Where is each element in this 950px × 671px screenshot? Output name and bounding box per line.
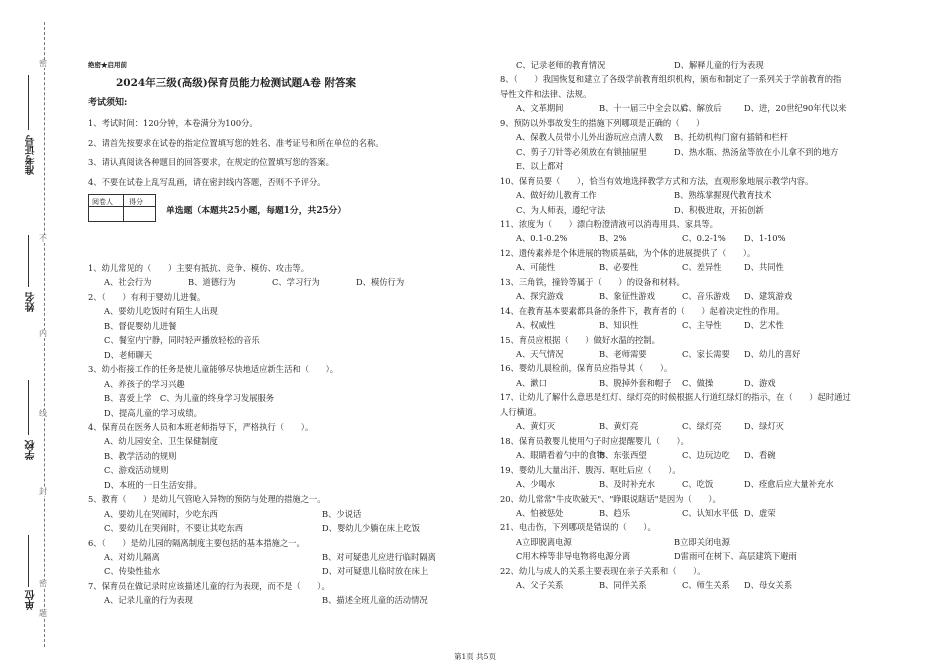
answer-option[interactable]: B、老师需要 bbox=[599, 349, 647, 359]
answer-option[interactable]: B、少说话 bbox=[322, 508, 362, 519]
seal-mark: 内 bbox=[39, 329, 47, 338]
answer-option[interactable]: A、黄灯灭 bbox=[516, 421, 556, 432]
answer-option[interactable]: D、本班的一日生活安排。 bbox=[104, 479, 202, 490]
question-stem: 4、保育员在医务人员和本班老师指导下，严格执行（ ）。 bbox=[88, 421, 314, 432]
binding-margin bbox=[0, 0, 62, 671]
school-label: 学校 bbox=[26, 440, 37, 460]
question-stem: 9、预防以外事故发生的措施下列哪项是正确的（ ） bbox=[500, 117, 705, 128]
answer-option[interactable]: A、0.1-0.2% bbox=[516, 233, 568, 244]
question-stem: 13、三角铁，撞铃等属于（ ）的设备和材料。 bbox=[500, 276, 685, 287]
answer-option[interactable]: D、老师聊天 bbox=[104, 349, 153, 360]
answer-option[interactable]: C、游戏活动规则 bbox=[104, 465, 169, 476]
answer-option[interactable]: C、记录老师的教育情况 bbox=[516, 60, 606, 70]
answer-option[interactable]: B、东张西望 bbox=[599, 450, 647, 461]
answer-option[interactable]: C、为人师表，遵纪守法 bbox=[516, 204, 606, 215]
answer-option[interactable]: B、对可疑患儿应进行临时隔离 bbox=[322, 552, 436, 562]
question-stem: 3、幼小衔接工作的任务是使儿童能够尽快地适应新生活和（ ）。 bbox=[88, 364, 339, 375]
seal-mark: 不 bbox=[39, 234, 47, 243]
answer-option[interactable]: A立即脱离电源 bbox=[516, 536, 572, 547]
answer-option[interactable]: B、必要性 bbox=[599, 262, 639, 273]
answer-option[interactable]: A、要幼儿在哭闹时，少吃东西 bbox=[104, 508, 218, 519]
question-stem: 12、遗传素养是个体进展的物质基础，为个体的进展提供了（ ）。 bbox=[500, 247, 756, 258]
answer-option[interactable]: B、知识性 bbox=[599, 320, 639, 331]
answer-option[interactable]: C、边玩边吃 bbox=[682, 450, 730, 461]
answer-option[interactable]: A、文革期间 bbox=[516, 103, 564, 114]
answer-option[interactable]: A、天气情况 bbox=[516, 349, 564, 359]
question-stem: 10、保育员要（ ），恰当有效地选择教学方式和方法，直观形象地展示教学内容。 bbox=[500, 175, 814, 186]
seal-mark: 题 bbox=[39, 609, 47, 618]
answer-option[interactable]: B、象征性游戏 bbox=[599, 291, 655, 302]
exam-id-label: 准考证号 bbox=[26, 135, 37, 175]
answer-option[interactable]: A、权威性 bbox=[516, 320, 556, 331]
answer-option[interactable]: B、及时补充水 bbox=[599, 479, 655, 490]
question-stem: 8、（ ）我国恢复和建立了各级学前教育组织机构，颁布和制定了一系列关于学前教育的指 bbox=[500, 74, 842, 85]
answer-option[interactable]: B、督促婴幼儿进餐 bbox=[104, 320, 177, 331]
answer-option[interactable]: B、熟练掌握现代教育技术 bbox=[674, 190, 772, 201]
answer-option[interactable]: C、绿灯亮 bbox=[682, 421, 722, 432]
answer-option[interactable]: D、虚荣 bbox=[744, 507, 776, 518]
question-stem: 21、电击伤，下列哪项是错误的（ ）。 bbox=[500, 522, 656, 533]
answer-option[interactable]: A、记录儿童的行为表现 bbox=[104, 595, 193, 606]
question-stem-continued: 导性文件和法律、法规。 bbox=[500, 88, 592, 99]
answer-option[interactable]: D、1-10% bbox=[744, 233, 786, 244]
question-stem: 1、幼儿常见的（ ）主要有抵抗、竞争、模仿、攻击等。 bbox=[88, 263, 309, 273]
answer-option[interactable]: C、家长需要 bbox=[682, 349, 730, 359]
answer-option[interactable]: D、热水瓶、热汤盆等放在小儿拿不到的地方 bbox=[674, 146, 839, 157]
answer-option[interactable]: A、可能性 bbox=[516, 262, 556, 273]
answer-option[interactable]: B、托幼机构门窗有插销和栏杆 bbox=[674, 132, 788, 143]
question-stem: 16、婴幼儿晨检前，保育员应指导其（ ）。 bbox=[500, 363, 673, 374]
question-stem: 6、（ ）是幼儿园的隔离制度主要包括的基本措施之一。 bbox=[88, 537, 305, 548]
answer-option[interactable]: B、同伴关系 bbox=[599, 580, 647, 591]
answer-option[interactable]: D、艺术性 bbox=[744, 320, 784, 331]
seal-mark: 线 bbox=[39, 409, 47, 418]
answer-option[interactable]: B、十一届三中全会以后 bbox=[599, 103, 689, 114]
answer-option[interactable]: D、幼儿的喜好 bbox=[744, 349, 801, 359]
unit-label: 单位 bbox=[26, 590, 37, 610]
answer-option[interactable]: C、解放后 bbox=[682, 103, 722, 114]
section-title: 单选题（本题共25小题，每题1分，共25分） bbox=[166, 206, 347, 216]
answer-option[interactable]: D、积极进取，开拓创新 bbox=[674, 204, 764, 215]
answer-option[interactable]: C、音乐游戏 bbox=[682, 291, 730, 302]
answer-option[interactable]: B、喜爱上学 C、为儿童的终身学习发展服务 bbox=[104, 393, 275, 404]
answer-option[interactable]: C、师生关系 bbox=[682, 580, 730, 591]
answer-option[interactable]: D、痊愈后应大量补充水 bbox=[744, 479, 834, 490]
page-footer: 第1页 共5页 bbox=[454, 652, 496, 661]
question-stem: 7、保育员在做记录时应该描述儿童的行为表现，而不是（ ）。 bbox=[88, 580, 330, 591]
answer-option[interactable]: B、教学活动的规则 bbox=[104, 450, 177, 461]
unit-field[interactable] bbox=[28, 535, 29, 587]
answer-option[interactable]: C、做操 bbox=[682, 377, 714, 388]
answer-option[interactable]: C、传染性盐水 bbox=[104, 566, 161, 577]
school-field[interactable] bbox=[28, 380, 29, 435]
answer-option[interactable]: A、探究游戏 bbox=[516, 291, 564, 302]
score-label: 得分 bbox=[129, 198, 143, 206]
exam-id-field[interactable] bbox=[28, 75, 29, 130]
question-stem: 17、让幼儿了解什么意思是红灯、绿灯亮的时候根据人行道红绿灯的指示，在（ ）起时通过 bbox=[500, 392, 851, 403]
question-stem: 2、（ ）有利于婴幼儿进餐。 bbox=[88, 291, 206, 302]
notice-item: 2、请首先按要求在试卷的指定位置填写您的姓名、准考证号和所在单位的名称。 bbox=[88, 138, 384, 148]
answer-option[interactable]: D、建筑游戏 bbox=[744, 291, 793, 302]
answer-option[interactable]: A、做好幼儿教育工作 bbox=[516, 190, 597, 201]
notice-heading: 考试须知: bbox=[88, 98, 128, 108]
answer-option[interactable]: A、保教人员带小儿外出游玩应点清人数 bbox=[516, 132, 664, 143]
question-stem: 22、幼儿与成人的关系主要表现在亲子关系和（ ）。 bbox=[500, 565, 706, 576]
answer-option[interactable]: E、以上都对 bbox=[516, 161, 564, 172]
reviewer-label: 阅卷人 bbox=[92, 198, 113, 206]
answer-option[interactable]: A、眼睛看着勺中的食物 bbox=[516, 450, 605, 461]
answer-option[interactable]: B、趋乐 bbox=[599, 507, 630, 518]
answer-option[interactable]: C、认知水平低 bbox=[682, 507, 739, 518]
answer-option[interactable]: B、道德行为 bbox=[188, 277, 236, 288]
answer-option[interactable]: D、进，20世纪90年代以来 bbox=[744, 103, 847, 114]
answer-option[interactable]: C、要幼儿在哭闹时，不要让其吃东西 bbox=[104, 523, 244, 534]
answer-option[interactable]: D、共同性 bbox=[744, 262, 784, 273]
notice-item: 4、不要在试卷上乱写乱画，请在密封线内答题，否则不予评分。 bbox=[88, 177, 326, 187]
question-stem: 18、保育员教婴儿使用勺子时应提醒婴儿（ ）。 bbox=[500, 435, 689, 446]
answer-option[interactable]: D、提高儿童的学习成绩。 bbox=[104, 407, 202, 418]
notice-item: 1、考试时间：120分钟，本卷满分为100分。 bbox=[88, 118, 258, 128]
answer-option[interactable]: D、母女关系 bbox=[744, 580, 793, 591]
answer-option[interactable]: A、漱口 bbox=[516, 377, 547, 388]
answer-option[interactable]: A、养孩子的学习兴趣 bbox=[104, 378, 185, 389]
question-stem: 15、育员应根据（ ）做好水温的控制。 bbox=[500, 334, 660, 345]
answer-option[interactable]: C、剪子刀针等必须放在有锁抽屉里 bbox=[516, 146, 647, 157]
answer-option[interactable]: C、吃饭 bbox=[682, 479, 714, 490]
answer-option[interactable]: B、脱掉外套和帽子 bbox=[599, 377, 672, 388]
answer-option[interactable]: C、差异性 bbox=[682, 262, 722, 273]
answer-option[interactable]: B立即关闭电源 bbox=[674, 536, 730, 547]
question-stem-continued: 人行横道。 bbox=[500, 406, 542, 417]
name-field[interactable] bbox=[28, 235, 29, 287]
answer-option[interactable]: C、0.2-1% bbox=[682, 233, 726, 244]
answer-option[interactable]: A、少喝水 bbox=[516, 479, 556, 490]
answer-option[interactable]: A、社会行为 bbox=[104, 277, 152, 288]
answer-option[interactable]: C、学习行为 bbox=[272, 277, 320, 288]
seal-mark: 封 bbox=[39, 487, 47, 496]
answer-option[interactable]: C用木棒等非导电物将电源分离 bbox=[516, 551, 631, 562]
page-title: 2024年三级(高级)保育员能力检测试题A卷 附答案 bbox=[116, 77, 356, 89]
seal-mark: 密 bbox=[39, 579, 47, 588]
answer-option[interactable]: D雷雨可在树下、高层建筑下避雨 bbox=[674, 551, 797, 562]
answer-option[interactable]: D、婴幼儿少躺在床上吃饭 bbox=[322, 523, 420, 534]
score-box bbox=[88, 194, 156, 222]
answer-option[interactable]: C、主导性 bbox=[682, 320, 722, 331]
question-stem: 20、幼儿常常"牛皮吹破天"、"睁眼说瞎话"是因为（ ）。 bbox=[500, 493, 721, 504]
answer-option[interactable]: B、描述全班儿童的活动情况 bbox=[322, 595, 428, 606]
answer-option[interactable]: B、2% bbox=[599, 233, 627, 244]
answer-option[interactable]: D、解释儿童的行为表现 bbox=[674, 60, 764, 70]
answer-option[interactable]: D、绿灯灭 bbox=[744, 421, 784, 432]
question-stem: 5、教育（ ）是幼儿气管呛入异物的预防与处理的措施之一。 bbox=[88, 494, 326, 505]
question-stem: 11、浓度为（ ）漂白粉澄清液可以消毒用具、家具等。 bbox=[500, 218, 718, 229]
answer-option[interactable]: D、游戏 bbox=[744, 377, 776, 388]
seal-mark: 密 bbox=[39, 59, 47, 68]
answer-option[interactable]: A、对幼儿隔离 bbox=[104, 552, 160, 562]
name-label: 姓名 bbox=[26, 292, 37, 312]
notice-item: 3、请认真阅读各种题目的回答要求，在规定的位置填写您的答案。 bbox=[88, 157, 334, 167]
answer-option[interactable]: C、餐室内宁静，同时轻声播放轻松的音乐 bbox=[104, 335, 260, 346]
answer-option[interactable]: A、怕被惩处 bbox=[516, 507, 564, 518]
answer-option[interactable]: A、父子关系 bbox=[516, 580, 564, 591]
secret-mark: 绝密★启用前 bbox=[88, 61, 127, 69]
question-stem: 19、婴幼儿大量出汗、腹泻、呕吐后应（ ）。 bbox=[500, 464, 681, 475]
answer-option[interactable]: D、对可疑患儿临时放在床上 bbox=[322, 566, 429, 577]
answer-option[interactable]: A、幼儿园安全、卫生保健制度 bbox=[104, 436, 218, 447]
answer-option[interactable]: A、要幼儿吃饭时有陌生人出现 bbox=[104, 306, 218, 317]
answer-option[interactable]: D、模仿行为 bbox=[356, 277, 405, 288]
question-stem: 14、在教育基本要素都具备的条件下，教育者的（ ）起着决定性的作用。 bbox=[500, 305, 785, 316]
answer-option[interactable]: D、看碗 bbox=[744, 450, 776, 461]
answer-option[interactable]: B、黄灯亮 bbox=[599, 421, 639, 432]
